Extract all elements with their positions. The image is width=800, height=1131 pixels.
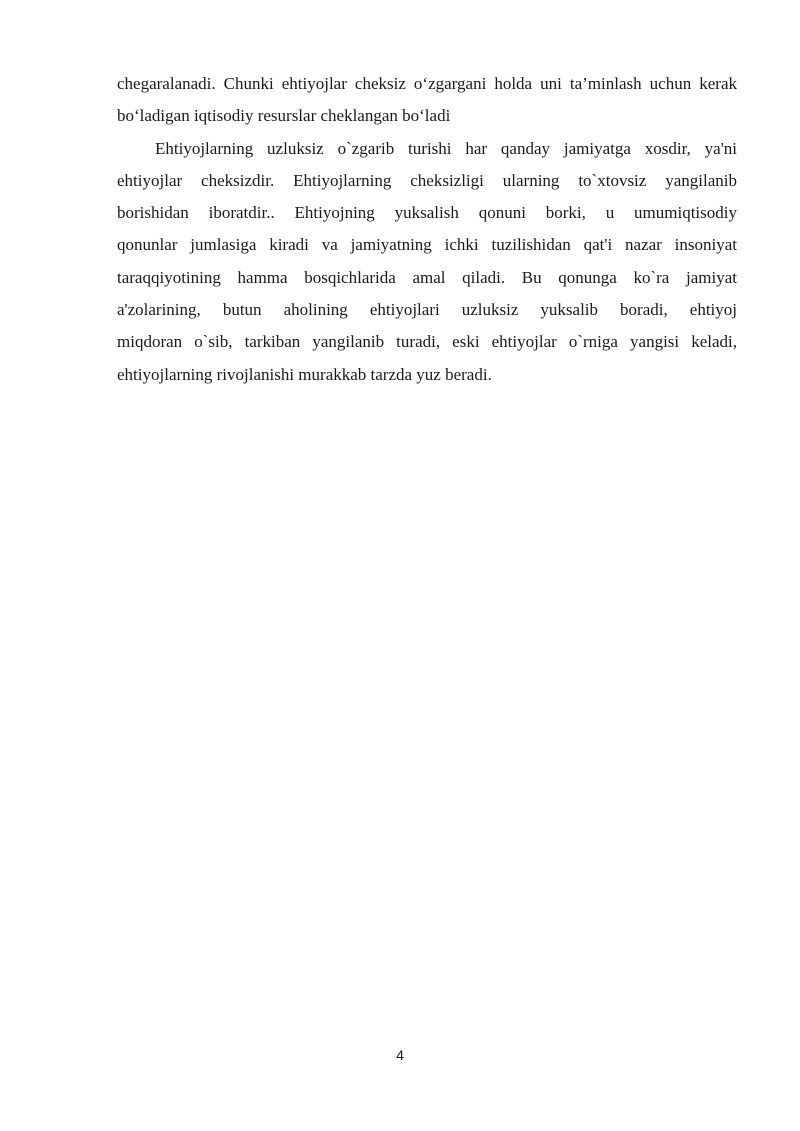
page-number: 4 bbox=[396, 1047, 404, 1063]
text-line-2: bo‘ladigan iqtisodiy resurslar cheklangan bo‘ladi bbox=[117, 106, 451, 126]
text-line-5: borishidan iboratdir.. Ehtiyojning yuksalish qonuni borki, u umumiqtisodiy bbox=[117, 203, 737, 223]
text-line-9: miqdoran o`sib, tarkiban yangilanib turadi, eski ehtiyojlar o`rniga yangisi keladi, bbox=[117, 332, 737, 352]
text-line-7: taraqqiyotining hamma bosqichlarida amal qiladi. Bu qonunga ko`ra jamiyat bbox=[117, 267, 737, 287]
paragraph-first-line: Ehtiyojlarning uzluksiz o`zgarib turishi har qanday jamiyatga xosdir, ya'ni bbox=[155, 138, 737, 158]
text-line-6: qonunlar jumlasiga kiradi va jamiyatning ichki tuzilishidan qat'i nazar insoniyat bbox=[117, 235, 737, 255]
text-line-4: ehtiyojlar cheksizdir. Ehtiyojlarning cheksizligi ularning to`xtovsiz yangilanib bbox=[117, 170, 737, 190]
body-text bbox=[117, 68, 737, 391]
text-line-1: chegaralanadi. Chunki ehtiyojlar cheksiz o‘zgargani holda uni ta’minlash uchun kerak bbox=[117, 74, 737, 93]
text-line-8: a'zolarining, butun aholining ehtiyojlari uzluksiz yuksalib boradi, ehtiyoj bbox=[117, 300, 737, 320]
text-line-10: ehtiyojlarning rivojlanishi murakkab tarzda yuz beradi. bbox=[117, 364, 492, 384]
